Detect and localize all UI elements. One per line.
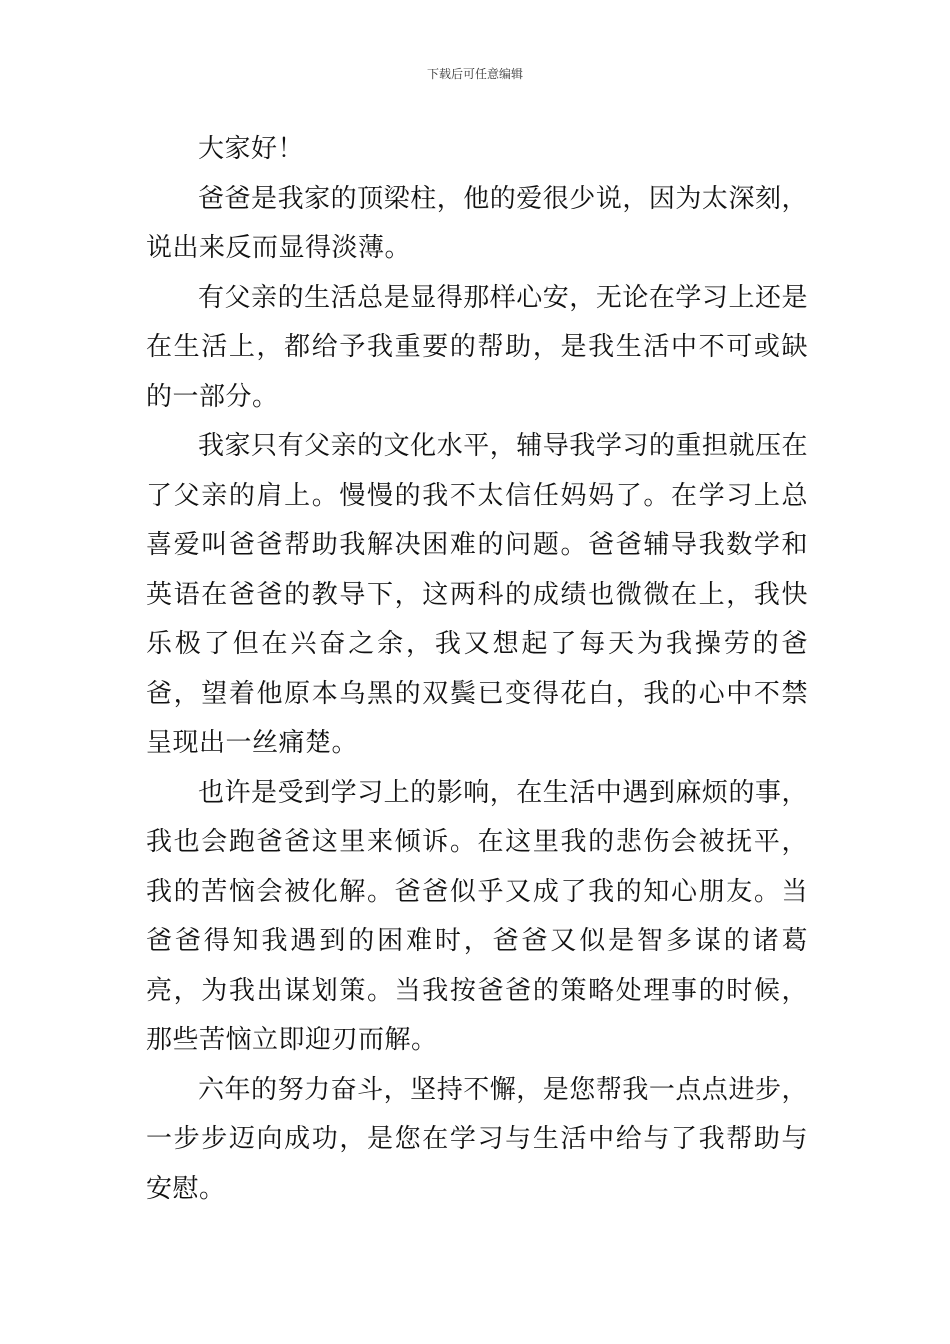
document-body — [146, 125, 808, 1214]
paragraph: 六年的努力奋斗，坚持不懈，是您帮我一点点进步，一步步迈向成功，是您在学习与生活中给与了我帮助与安慰。 — [146, 1074, 808, 1204]
paragraph: 也许是受到学习上的影响，在生活中遇到麻烦的事，我也会跑爸爸这里来倾诉。在这里我的悲伤会被抚平，我的苦恼会被化解。爸爸似乎又成了我的知心朋友。当爸爸得知我遇到的困难时，爸爸又似是智多谋的诸葛亮，为我出谋划策。当我按爸爸的策略处理事的时候，那些苦恼立即迎刃而解。 — [146, 777, 808, 1055]
header-note: 下载后可任意编辑 — [426, 67, 523, 81]
paragraph: 爸爸是我家的顶梁柱，他的爱很少说，因为太深刻，说出来反而显得淡薄。 — [146, 183, 808, 263]
paragraph: 我家只有父亲的文化水平，辅导我学习的重担就压在了父亲的肩上。慢慢的我不太信任妈妈了。在学习上总喜爱叫爸爸帮助我解决困难的问题。爸爸辅导我数学和英语在爸爸的教导下，这两科的成绩也微微在上，我快乐极了但在兴奋之余，我又想起了每天为我操劳的爸爸，望着他原本乌黑的双鬓已变得花白，我的心中不禁呈现出一丝痛楚。 — [146, 431, 808, 758]
paragraph-greeting: 大家好！ — [198, 134, 305, 164]
paragraph: 有父亲的生活总是显得那样心安，无论在学习上还是在生活上，都给予我重要的帮助，是我生活中不可或缺的一部分。 — [146, 282, 808, 412]
